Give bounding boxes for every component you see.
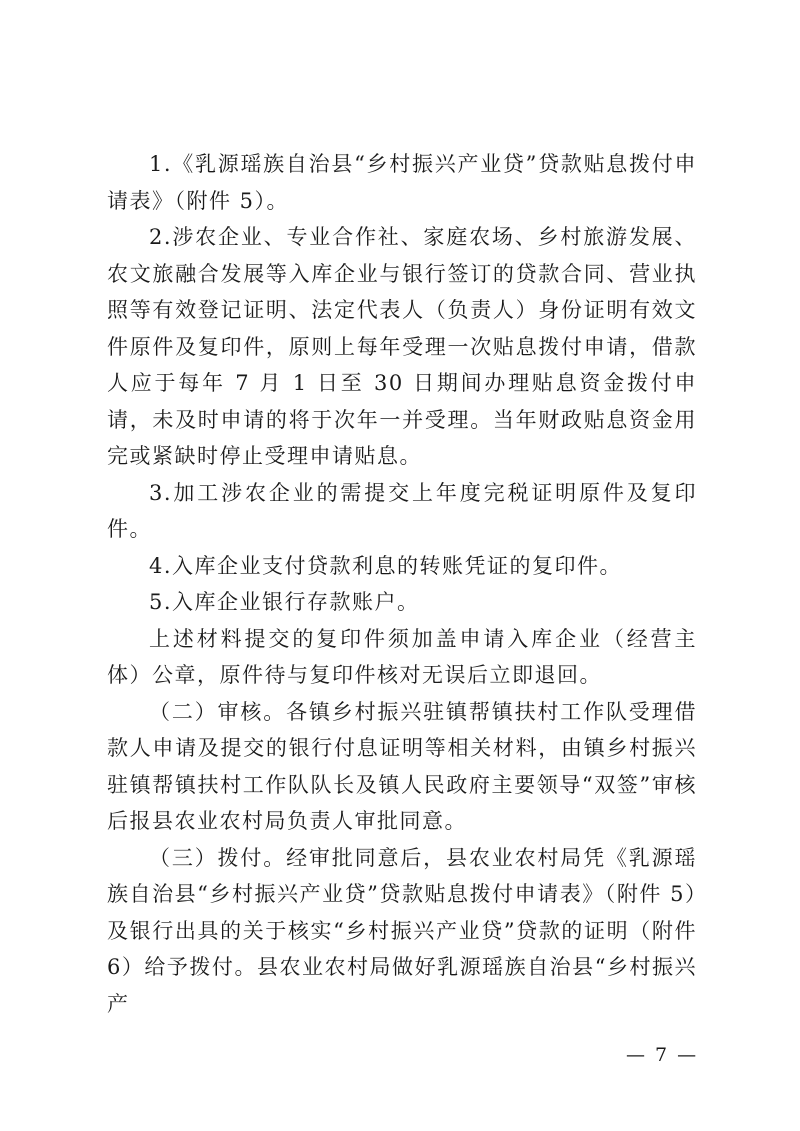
paragraph-item-3: 3.加工涉农企业的需提交上年度完税证明原件及复印件。 xyxy=(107,480,697,541)
document-body xyxy=(107,146,697,1022)
page-number: — 7 — xyxy=(626,1044,699,1066)
paragraph-item-2: 2.涉农企业、专业合作社、家庭农场、乡村旅游发展、农文旅融合发展等入库企业与银行签订的贷款合同、营业执照等有效登记证明、法定代表人（负责人）身份证明有效文件原件及复印件，原则上每年受理一次贴息拨付申请，借款人应于每年 7 月 1 日至 30 日期间办理贴息资金拨付申请，未及时申请的将于次年一并受理。当年财政贴息资金用完或紧缺时停止受理申请贴息。 xyxy=(107,225,697,468)
paragraph-materials-note: 上述材料提交的复印件须加盖申请入库企业（经营主体）公章，原件待与复印件核对无误后立即退回。 xyxy=(107,626,697,687)
paragraph-item-4: 4.入库企业支付贷款利息的转账凭证的复印件。 xyxy=(149,553,623,578)
paragraph-disbursement: （三）拨付。经审批同意后，县农业农村局凭《乳源瑶族自治县“乡村振兴产业贷”贷款贴息拨付申请表》（附件 5）及银行出具的关于核实“乡村振兴产业贷”贷款的证明（附件 6）给予拨付。县农业农村局做好乳源瑶族自治县“乡村振兴产 xyxy=(107,845,697,1016)
paragraph-item-1: 1.《乳源瑶族自治县“乡村振兴产业贷”贷款贴息拨付申请表》（附件 5）。 xyxy=(107,152,697,213)
paragraph-review: （二）审核。各镇乡村振兴驻镇帮镇扶村工作队受理借款人申请及提交的银行付息证明等相关材料，由镇乡村振兴驻镇帮镇扶村工作队队长及镇人民政府主要领导“双签”审核后报县农业农村局负责人审批同意。 xyxy=(107,699,697,833)
paragraph-item-5: 5.入库企业银行存款账户。 xyxy=(149,590,420,614)
